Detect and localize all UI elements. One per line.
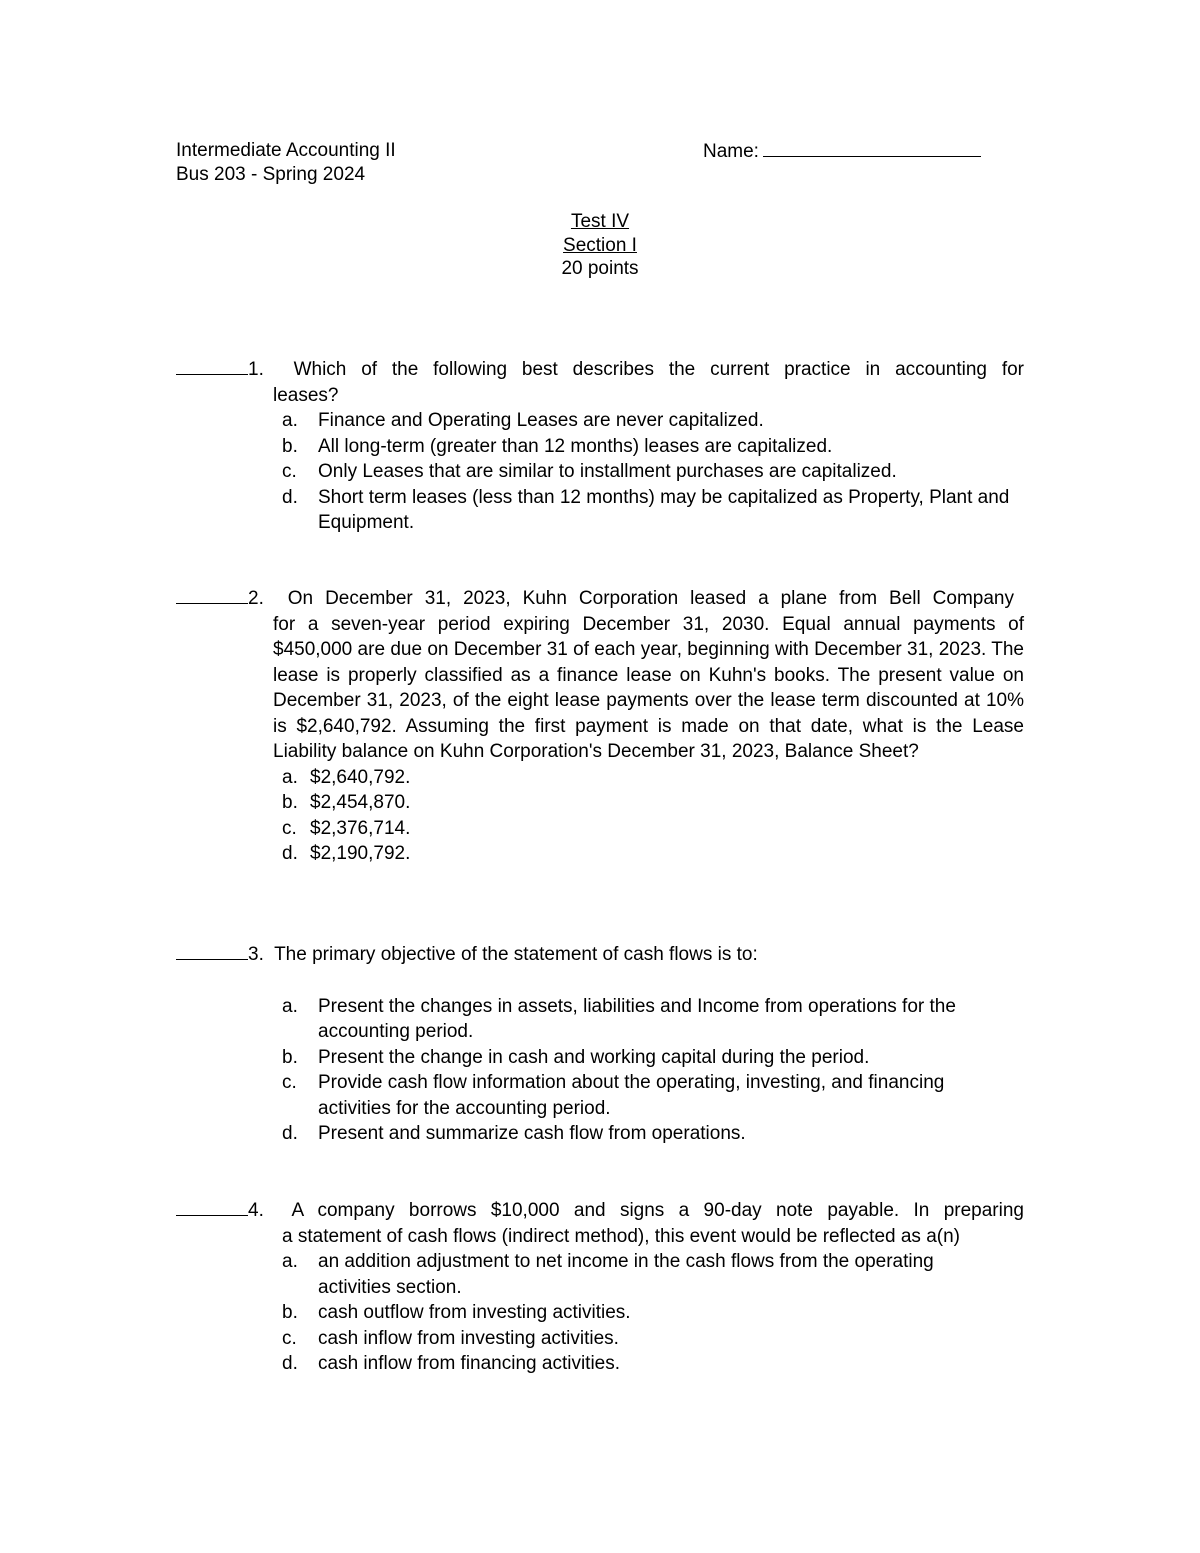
answer-options bbox=[176, 1249, 1024, 1377]
question-4 bbox=[176, 1198, 1024, 1377]
answer-options bbox=[176, 408, 1024, 536]
section-title: Section I bbox=[563, 234, 637, 256]
option-letter: c. bbox=[282, 817, 297, 839]
answer-option[interactable] bbox=[176, 1249, 1024, 1300]
answer-option[interactable] bbox=[176, 994, 1024, 1045]
option-letter: a. bbox=[282, 766, 298, 788]
test-title-block bbox=[0, 210, 1200, 281]
option-text: $2,376,714. bbox=[310, 817, 411, 839]
answer-option[interactable] bbox=[176, 1351, 1024, 1377]
option-text: cash inflow from investing activities. bbox=[318, 1327, 619, 1349]
answer-option[interactable] bbox=[176, 1070, 1024, 1121]
option-letter: b. bbox=[282, 1302, 298, 1323]
question-stem-continued: for a seven-year period expiring December 31, 2030. Equal annual payments of $450,000 are due on December 31 of each year, beginning with December 31, 2023. The lease is properly classified as a finance lease on Kuhn's books. The present value on December 31, 2023, of the eight lease payments over the lease term discounted at 10% is $2,640,792. Assuming the first payment is made on that date, what is the Lease Liability balance on Kuhn Corporation's December 31, 2023, Balance Sheet? bbox=[273, 613, 1024, 762]
option-letter: b. bbox=[282, 435, 298, 457]
option-text: Provide cash flow information about the operating, investing, and financing activities for the accounting period. bbox=[318, 1072, 945, 1119]
answer-option[interactable] bbox=[176, 1300, 1024, 1326]
question-stem-continued: a statement of cash flows (indirect method), this event would be reflected as a(n) bbox=[282, 1225, 960, 1247]
answer-option[interactable] bbox=[176, 459, 1024, 485]
question-2 bbox=[176, 586, 1024, 867]
answer-option[interactable] bbox=[176, 434, 1024, 460]
option-text: Short term leases (less than 12 months) may be capitalized as Property, Plant and Equipment. bbox=[318, 486, 1010, 533]
answer-blank[interactable] bbox=[176, 942, 248, 960]
answer-option[interactable] bbox=[176, 485, 1024, 536]
option-text: Only Leases that are similar to installment purchases are capitalized. bbox=[318, 461, 897, 482]
question-stem-first-line bbox=[176, 942, 1024, 968]
option-letter: d. bbox=[282, 1123, 298, 1144]
option-letter: d. bbox=[282, 486, 298, 508]
option-text: Present and summarize cash flow from operations. bbox=[318, 1123, 746, 1144]
option-letter: a. bbox=[282, 995, 298, 1017]
question-number: 2. bbox=[248, 588, 264, 609]
name-label: Name: bbox=[703, 141, 759, 162]
answer-option[interactable] bbox=[176, 1326, 1024, 1352]
option-letter: c. bbox=[282, 1327, 297, 1349]
question-stem: On December 31, 2023, Kuhn Corporation leased a plane from Bell Company bbox=[287, 588, 1014, 609]
answer-option[interactable] bbox=[176, 790, 1024, 816]
course-title: Intermediate Accounting II bbox=[176, 140, 396, 161]
question-stem: The primary objective of the statement of cash flows is to: bbox=[274, 944, 758, 965]
answer-option[interactable] bbox=[176, 816, 1024, 842]
name-blank-line[interactable] bbox=[763, 139, 981, 157]
course-term: Bus 203 - Spring 2024 bbox=[176, 164, 366, 185]
option-letter: d. bbox=[282, 1353, 298, 1374]
course-info bbox=[176, 139, 596, 187]
answer-blank[interactable] bbox=[176, 357, 248, 375]
answer-option[interactable] bbox=[176, 1045, 1024, 1071]
option-text: cash outflow from investing activities. bbox=[318, 1302, 631, 1323]
option-text: cash inflow from financing activities. bbox=[318, 1353, 621, 1374]
option-letter: a. bbox=[282, 410, 298, 431]
question-stem-continued: leases? bbox=[273, 384, 339, 406]
test-title: Test IV bbox=[570, 211, 630, 232]
option-letter: b. bbox=[282, 792, 298, 813]
answer-option[interactable] bbox=[176, 765, 1024, 791]
option-letter: a. bbox=[282, 1251, 298, 1272]
question-number: 3. bbox=[248, 944, 264, 965]
question-stem: Which of the following best describes the current practice in accounting for bbox=[293, 359, 1024, 380]
answer-blank[interactable] bbox=[176, 586, 248, 604]
answer-options bbox=[176, 994, 1024, 1147]
answer-option[interactable] bbox=[176, 841, 1024, 867]
question-number: 1. bbox=[248, 359, 264, 380]
option-letter: d. bbox=[282, 843, 298, 864]
option-letter: b. bbox=[282, 1046, 298, 1068]
option-text: Present the change in cash and working capital during the period. bbox=[318, 1046, 870, 1068]
option-text: Finance and Operating Leases are never capitalized. bbox=[318, 410, 764, 431]
question-1 bbox=[176, 357, 1024, 536]
points-label: 20 points bbox=[561, 258, 639, 279]
option-letter: c. bbox=[282, 461, 297, 482]
question-stem-first-line bbox=[176, 1198, 1024, 1224]
question-stem-first-line bbox=[176, 357, 1024, 383]
question-stem-first-line bbox=[176, 586, 1014, 612]
answer-option[interactable] bbox=[176, 408, 1024, 434]
spacer bbox=[176, 968, 1024, 994]
option-text: $2,190,792. bbox=[310, 843, 411, 864]
question-number: 4. bbox=[248, 1200, 264, 1221]
option-text: an addition adjustment to net income in the cash flows from the operating activities section. bbox=[318, 1251, 934, 1298]
answer-blank[interactable] bbox=[176, 1198, 248, 1216]
option-letter: c. bbox=[282, 1072, 297, 1093]
option-text: $2,640,792. bbox=[310, 766, 411, 788]
answer-option[interactable] bbox=[176, 1121, 1024, 1147]
option-text: All long-term (greater than 12 months) leases are capitalized. bbox=[318, 435, 833, 457]
name-field bbox=[703, 139, 981, 164]
option-text: $2,454,870. bbox=[310, 792, 411, 813]
option-text: Present the changes in assets, liabilities and Income from operations for the accounting period. bbox=[318, 995, 956, 1042]
answer-options bbox=[176, 765, 1024, 867]
question-stem: A company borrows $10,000 and signs a 90-day note payable. In preparing bbox=[291, 1200, 1024, 1221]
question-3 bbox=[176, 942, 1024, 1147]
